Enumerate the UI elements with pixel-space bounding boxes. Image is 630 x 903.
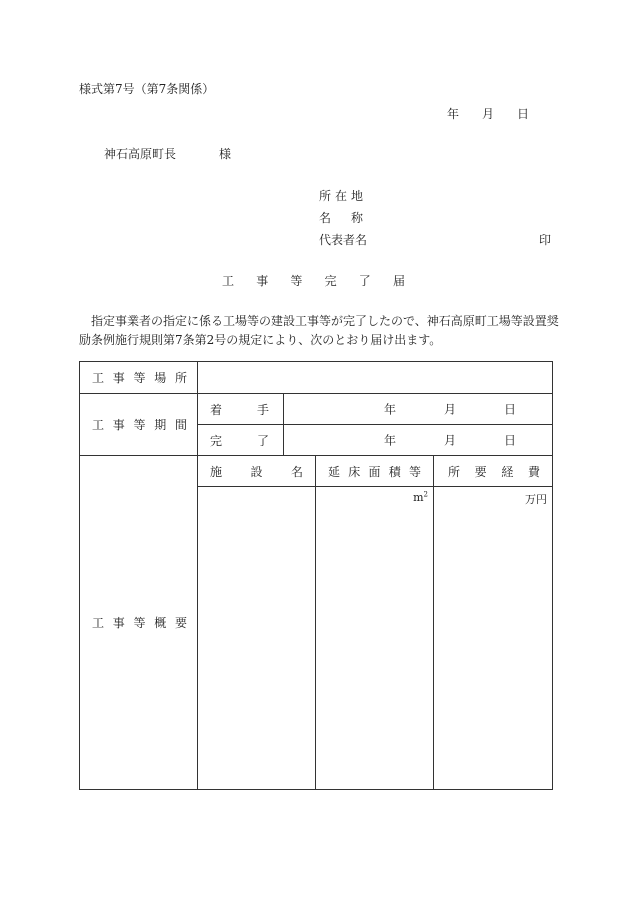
end-year: 年 — [384, 433, 397, 448]
address-label: 所 在 地 — [319, 189, 363, 203]
floor-area-header: 延 床 面 積 等 — [316, 456, 434, 487]
overview-label-cell: 工 事 等 概 要 — [80, 456, 198, 790]
addressee-honorific: 様 — [219, 147, 232, 161]
cost-header: 所 要 経 費 — [434, 456, 553, 487]
cost-unit: 万円 — [525, 493, 547, 506]
end-month: 月 — [444, 433, 457, 448]
floor-area-cell[interactable] — [316, 487, 434, 790]
body-line-1: 指定事業者の指定に係る工場等の建設工事等が完了したので、神石高原町工場等設置奨 — [91, 314, 559, 328]
seal-mark: 印 — [539, 233, 552, 247]
representative-label: 代表者名 — [319, 233, 368, 247]
end-day: 日 — [504, 433, 517, 448]
start-month: 月 — [444, 402, 457, 417]
addressee-name: 神石高原町長 — [104, 147, 177, 161]
period-label-cell: 工 事 等 期 間 — [80, 394, 198, 456]
location-value-cell[interactable] — [198, 362, 553, 394]
date-year: 年 — [447, 107, 460, 121]
area-unit: $m^2$ — [413, 490, 428, 504]
name-label: 名 称 — [319, 211, 363, 225]
document-title: 工 事 等 完 了 届 — [222, 274, 405, 288]
facility-header: 施 設 名 — [198, 456, 316, 487]
end-date-cell[interactable] — [284, 425, 553, 456]
end-label-cell: 完 了 — [198, 425, 284, 456]
start-label-cell: 着 手 — [198, 394, 284, 425]
facility-name-cell[interactable] — [198, 487, 316, 790]
date-month: 月 — [482, 107, 495, 121]
body-line-2: 励条例施行規則第7条第2号の規定により、次のとおり届け出ます。 — [79, 333, 442, 347]
start-day: 日 — [504, 402, 517, 417]
report-table — [79, 361, 553, 790]
location-label-cell: 工 事 等 場 所 — [80, 362, 198, 394]
cost-cell[interactable] — [434, 487, 553, 790]
start-date-cell[interactable] — [284, 394, 553, 425]
date-day: 日 — [517, 107, 530, 121]
start-year: 年 — [384, 402, 397, 417]
form-number: 様式第7号（第7条関係） — [79, 82, 215, 96]
